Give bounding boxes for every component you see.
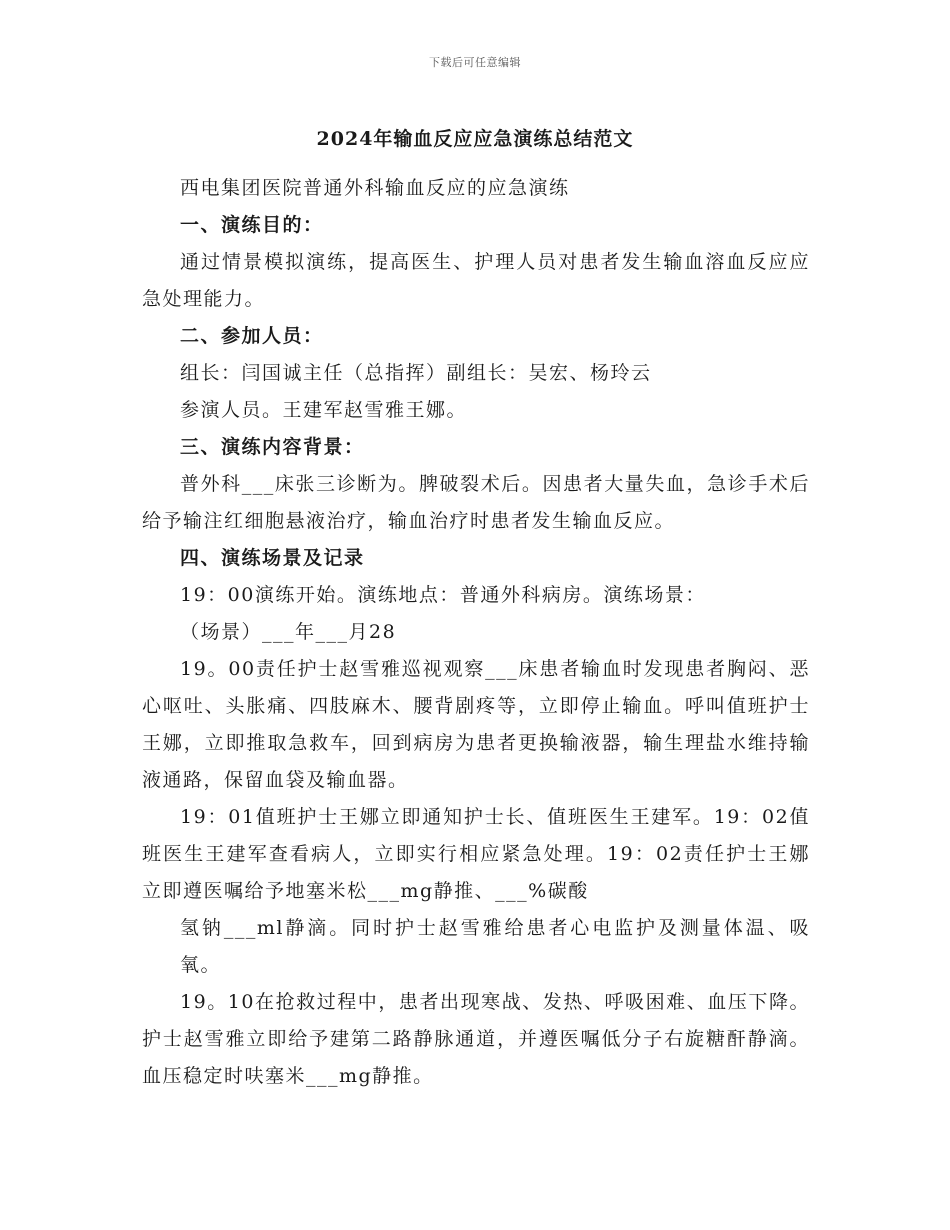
paragraph-sodium: 氢钠___ml静滴。同时护士赵雪雅给患者心电监护及测量体温、吸氧。 — [180, 917, 810, 976]
section-heading-background: 三、演练内容背景： — [180, 436, 365, 458]
section-heading-participants: 二、参加人员： — [180, 325, 324, 347]
section-heading-scenario: 四、演练场景及记录 — [180, 547, 365, 569]
header-note: 下载后可任意编辑 — [429, 56, 521, 69]
section-heading-purpose: 一、演练目的： — [180, 214, 324, 236]
paragraph-participants: 参演人员。王建军赵雪雅王娜。 — [180, 399, 468, 421]
paragraph-background: 普外科___床张三诊断为。脾破裂术后。因患者大量失血，急诊手术后给予输注红细胞悬液治疗，输血治疗时患者发生输血反应。 — [142, 473, 810, 532]
document-body — [142, 170, 810, 1095]
paragraph-1901: 19：01值班护士王娜立即通知护士长、值班医生王建军。19：02值班医生王建军查看病人，立即实行相应紧急处理。19：02责任护士王娜立即遵医嘱给予地塞米松___mg静推、___%碳酸 — [142, 806, 810, 902]
paragraph-1900: 19。00责任护士赵雪雅巡视观察___床患者输血时发现患者胸闷、恶心呕吐、头胀痛、四肢麻木、腰背剧疼等，立即停止输血。呼叫值班护士王娜，立即推取急救车，回到病房为患者更换输液器，输生理盐水维持输液通路，保留血袋及输血器。 — [142, 658, 810, 791]
intro-line: 西电集团医院普通外科输血反应的应急演练 — [180, 177, 570, 199]
paragraph-scene-date: （场景）___年___月28 — [180, 621, 397, 643]
paragraph-leaders: 组长：闫国诚主任（总指挥）副组长：吴宏、杨玲云 — [180, 362, 652, 384]
paragraph-purpose: 通过情景模拟演练，提高医生、护理人员对患者发生输血溶血反应应急处理能力。 — [142, 251, 810, 310]
paragraph-1910: 19。10在抢救过程中，患者出现寒战、发热、呼吸困难、血压下降。护士赵雪雅立即给予建第二路静脉通道，并遵医嘱低分子右旋糖酐静滴。血压稳定时呋塞米___mg静推。 — [142, 991, 810, 1087]
document-title: 2024年输血反应应急演练总结范文 — [316, 128, 634, 150]
paragraph-start: 19：00演练开始。演练地点：普通外科病房。演练场景： — [180, 584, 706, 606]
